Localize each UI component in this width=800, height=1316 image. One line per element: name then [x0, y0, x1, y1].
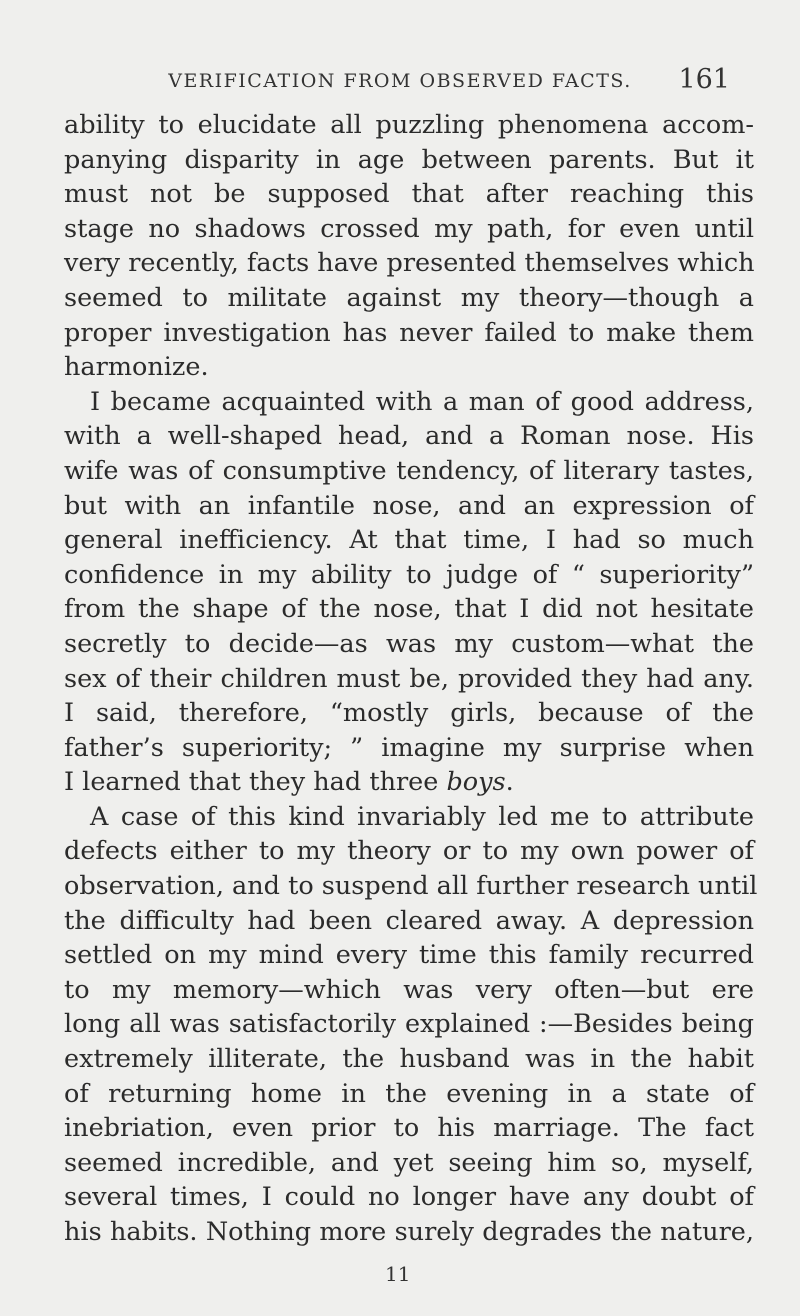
text-line: with a well-shaped head, and a Roman nose. His — [64, 421, 754, 452]
text-line: confidence in my ability to judge of “ superiority” — [64, 559, 754, 590]
text-line: A case of this kind invariably led me to attribute — [90, 801, 754, 832]
text-line: father’s superiority; ” imagine my surprise when — [64, 732, 754, 763]
text-line: settled on my mind every time this family recurred — [64, 940, 754, 971]
text-line: ability to elucidate all puzzling phenomena accom- — [64, 110, 754, 140]
text-line: I learned that they had three boys. — [64, 767, 514, 798]
text-line: from the shape of the nose, that I did not hesitate — [64, 594, 754, 625]
text-line: extremely illiterate, the husband was in the habit — [64, 1044, 754, 1075]
text-line: his habits. Nothing more surely degrades the nature, — [64, 1217, 754, 1247]
text-line: seemed incredible, and yet seeing him so, myself, — [64, 1147, 754, 1178]
page-number: 161 — [678, 64, 730, 95]
text-line: observation, and to suspend all further research until — [64, 871, 758, 902]
text-line: secretly to decide—as was my custom—what the — [64, 628, 754, 659]
text-line: of returning home in the evening in a state of — [64, 1078, 754, 1109]
body-text — [64, 108, 758, 1250]
text-line: stage no shadows crossed my path, for even until — [64, 213, 754, 244]
text-line: seemed to militate against my theory—though a — [64, 282, 754, 313]
text-line: must not be supposed that after reaching this — [64, 179, 754, 210]
signature-mark: 11 — [385, 1262, 411, 1286]
running-head: VERIFICATION FROM OBSERVED FACTS. — [168, 70, 632, 92]
text-line: but with an infantile nose, and an expression of — [64, 490, 754, 521]
text-line: inebriation, even prior to his marriage. The fact — [64, 1113, 754, 1144]
text-line: harmonize. — [64, 352, 209, 383]
text-line: general inefficiency. At that time, I had so much — [64, 525, 754, 556]
text-line: the difficulty had been cleared away. A depression — [64, 905, 754, 936]
text-line: very recently, facts have presented themselves which — [64, 248, 755, 279]
text-line: defects either to my theory or to my own power of — [64, 836, 754, 867]
text-line: several times, I could no longer have any doubt of — [64, 1182, 754, 1213]
text-line: sex of their children must be, provided they had any. — [64, 663, 754, 694]
emphasis: boys — [446, 767, 506, 798]
text-line: long all was satisfactorily explained :—Besides being — [64, 1009, 754, 1040]
text-line: I said, therefore, “mostly girls, because of the — [64, 698, 754, 729]
text-line: wife was of consumptive tendency, of literary tastes, — [64, 455, 754, 486]
text-line: panying disparity in age between parents. But it — [64, 144, 754, 175]
text-line: to my memory—which was very often—but ere — [64, 974, 754, 1005]
text-line: proper investigation has never failed to make them — [64, 317, 754, 348]
text-line: I became acquainted with a man of good address, — [90, 386, 754, 417]
